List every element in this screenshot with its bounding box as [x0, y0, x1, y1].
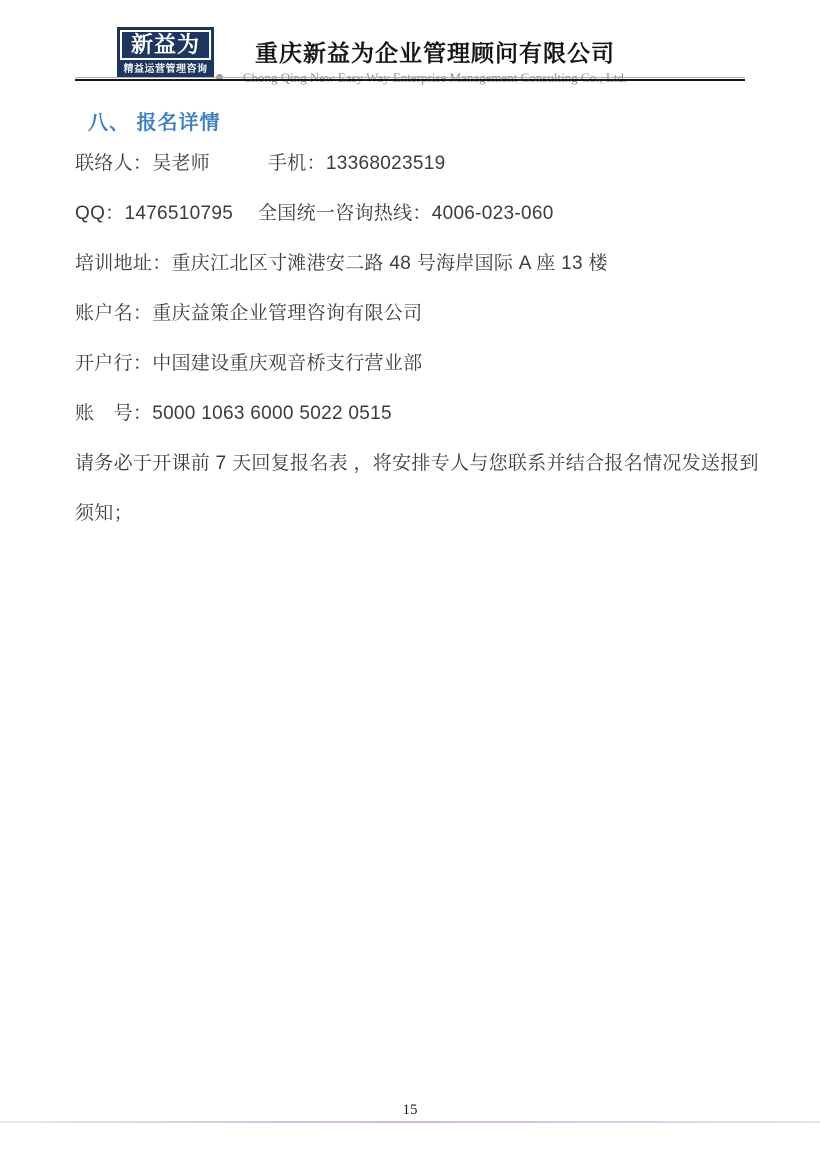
header-divider-dark-line	[75, 79, 745, 81]
header-divider-light-line	[75, 77, 745, 78]
contact-person-line: 联络人：吴老师 手机：13368023519	[75, 153, 446, 174]
section-heading: 八、 报名详情	[88, 112, 221, 134]
header-divider	[75, 77, 745, 81]
account-name-line: 账户名：重庆益策企业管理咨询有限公司	[75, 303, 423, 324]
notice-line-2: 须知；	[75, 503, 133, 524]
logo-top-box	[117, 27, 214, 62]
training-address-line: 培训地址：重庆江北区寸滩港安二路 48 号海岸国际 A 座 13 楼	[75, 253, 608, 274]
footer-divider	[0, 1121, 820, 1123]
account-number-line: 账 号：5000 1063 6000 5022 0515	[75, 403, 392, 424]
registration-details	[75, 139, 765, 539]
notice-line-1: 请务必于开课前 7 天回复报名表 ，将安排专人与您联系并结合报名情况发送报到	[75, 453, 759, 474]
logo-tagline-text: 精益运营管理咨询	[123, 64, 208, 75]
company-logo	[117, 27, 214, 77]
bank-line: 开户行：中国建设重庆观音桥支行营业部	[75, 353, 423, 374]
page-number: 15	[402, 1102, 418, 1118]
qq-hotline-line: QQ：1476510795 全国统一咨询热线：4006-023-060	[75, 203, 554, 224]
company-name-cn: 重庆新益为企业管理顾问有限公司	[255, 40, 615, 66]
logo-name-text: 新益为	[130, 32, 200, 57]
